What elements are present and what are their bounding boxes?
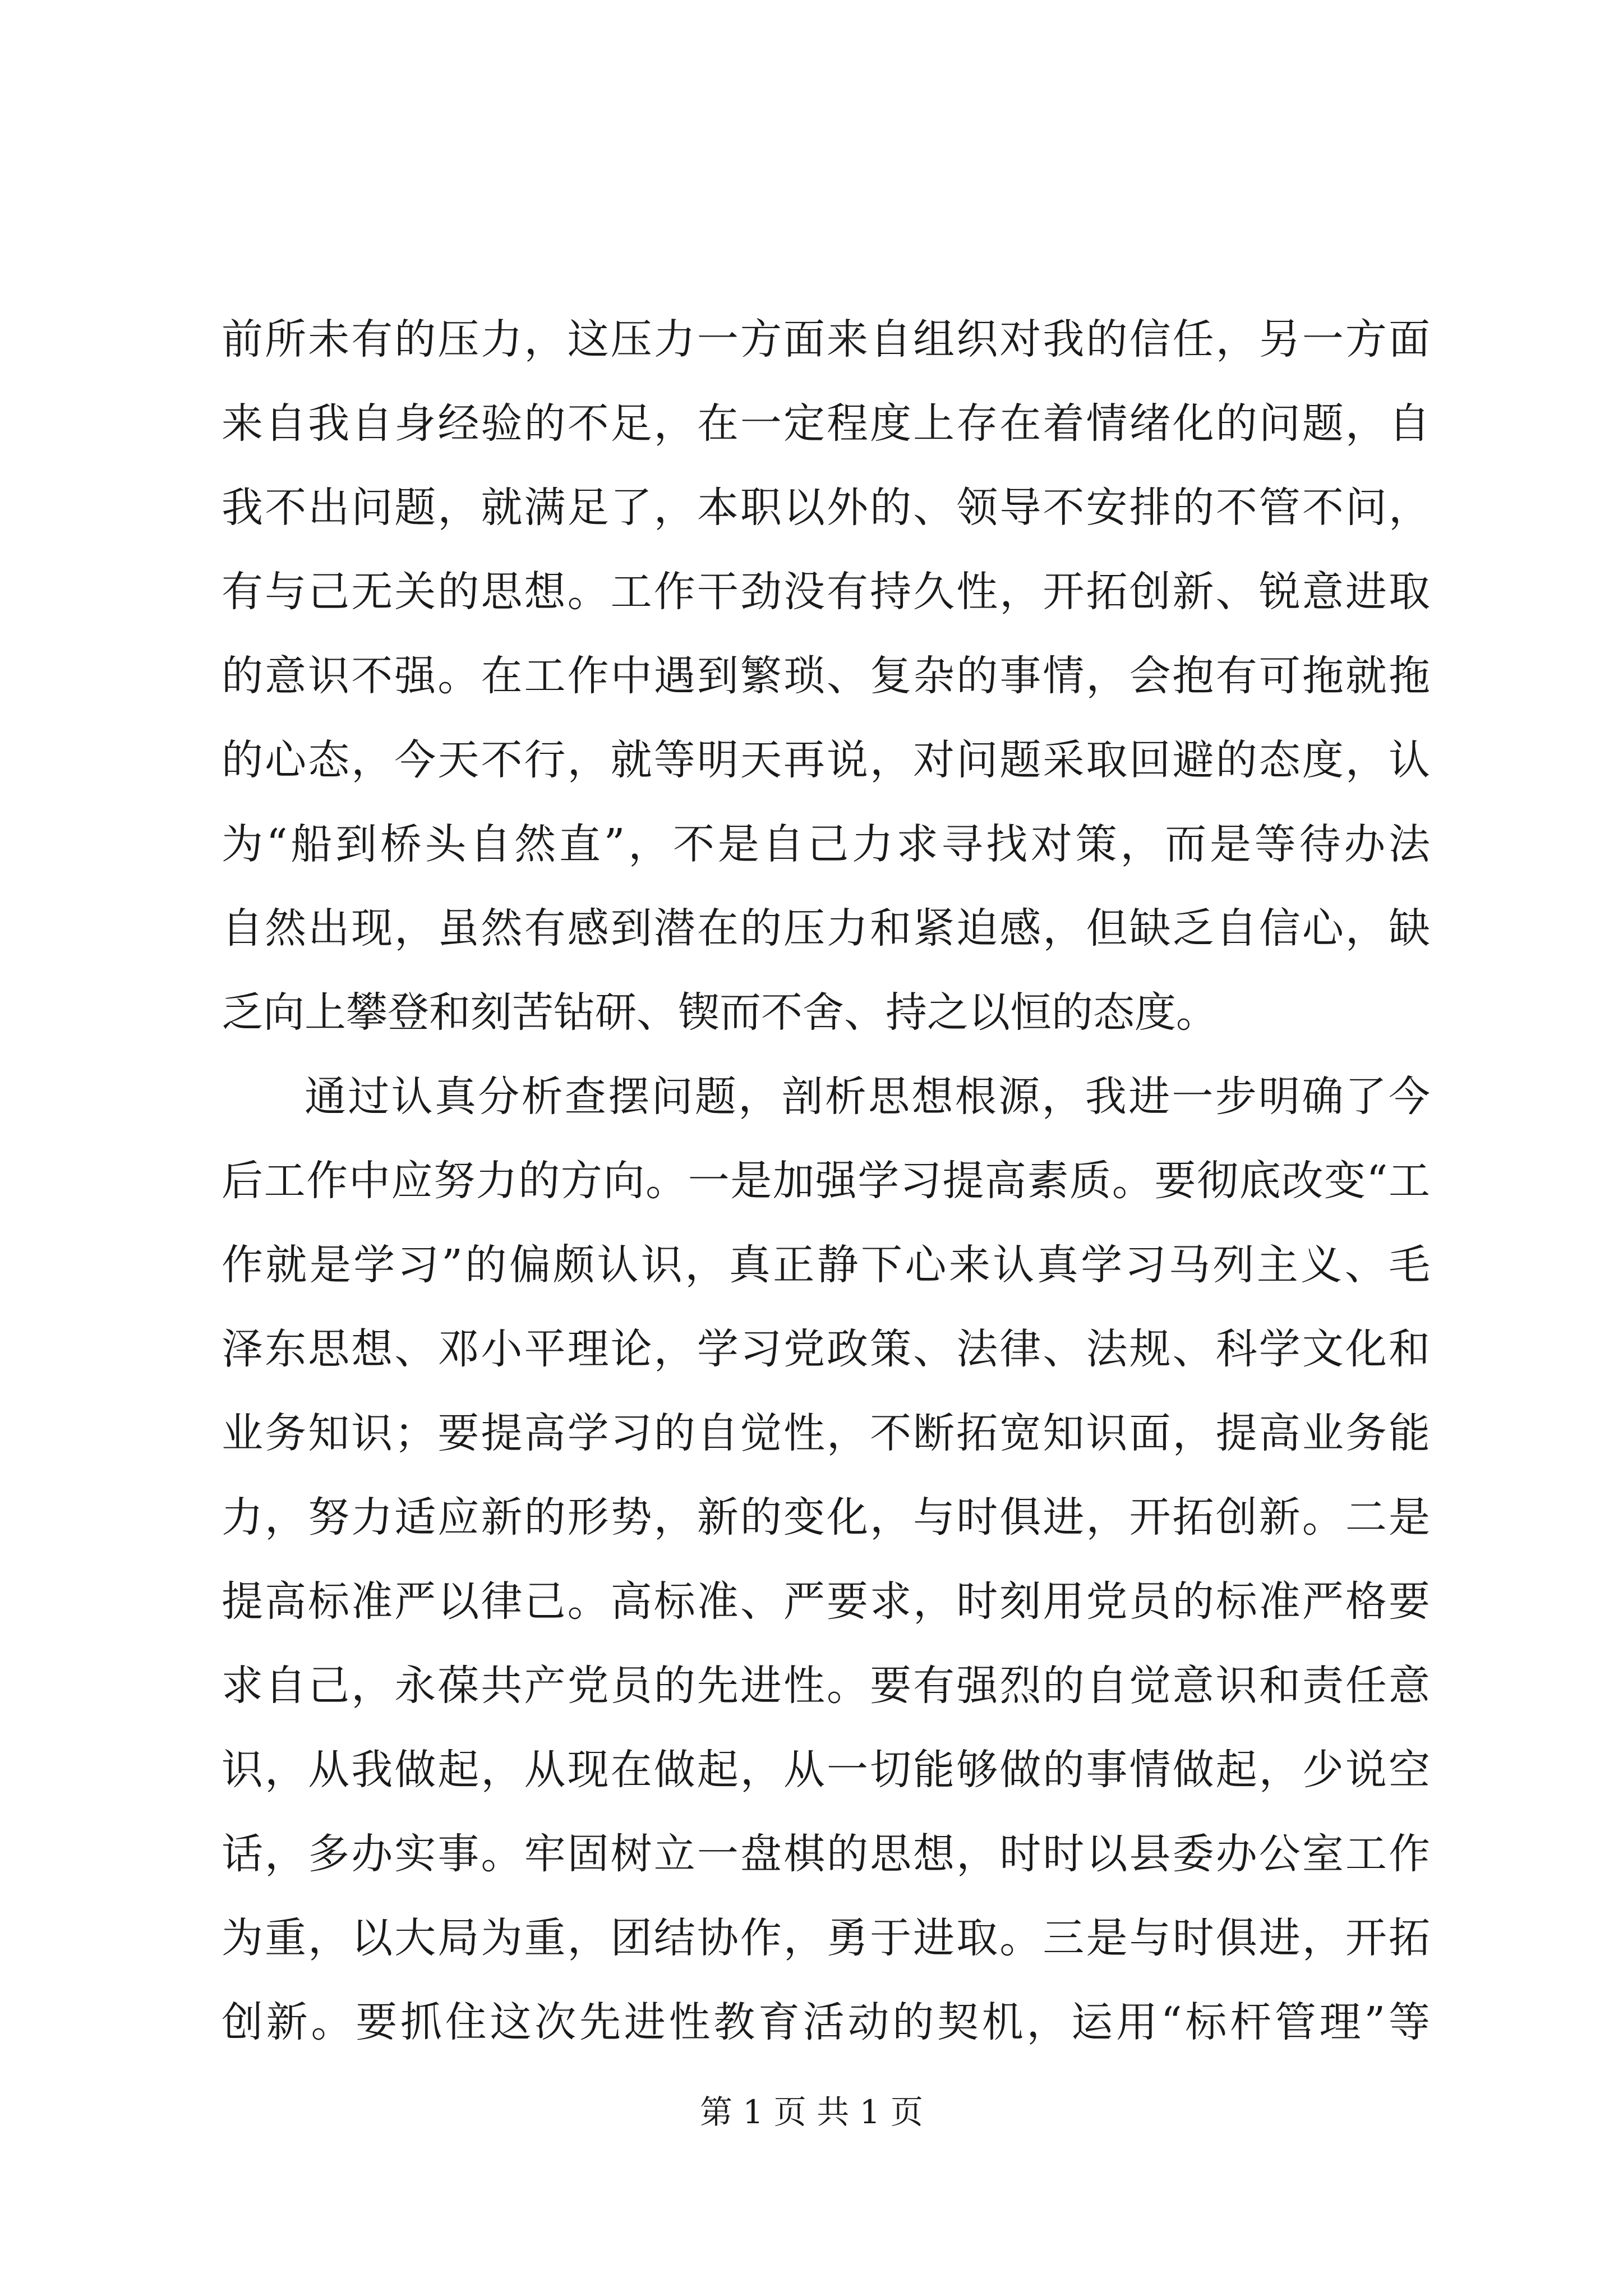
text-line: 通过认真分析查摆问题，剖析思想根源，我进一步明确了今 xyxy=(305,1073,1430,1121)
text-line: 话，多办实事。牢固树立一盘棋的思想，时时以县委办公室工作 xyxy=(222,1830,1430,1878)
text-line: 泽东思想、邓小平理论，学习党政策、法律、法规、科学文化和 xyxy=(222,1325,1430,1373)
text-line: 前所未有的压力，这压力一方面来自组织对我的信任，另一方面 xyxy=(222,315,1430,364)
text-line: 为重，以大局为重，团结协作，勇于进取。三是与时俱进，开拓 xyxy=(222,1914,1430,1962)
page-footer: 第 1 页 共 1 页 xyxy=(700,2093,923,2131)
text-line: 提高标准严以律己。高标准、严要求，时刻用党员的标准严格要 xyxy=(222,1577,1430,1626)
text-line: 的意识不强。在工作中遇到繁琐、复杂的事情，会抱有可拖就拖 xyxy=(222,652,1430,700)
text-line: 的心态，今天不行，就等明天再说，对问题采取回避的态度，认 xyxy=(222,736,1430,784)
text-line: 作就是学习”的偏颇认识，真正静下心来认真学习马列主义、毛 xyxy=(222,1241,1430,1289)
text-line: 来自我自身经验的不足，在一定程度上存在着情绪化的问题，自 xyxy=(222,399,1430,448)
text-line: 识，从我做起，从现在做起，从一切能够做的事情做起，少说空 xyxy=(222,1746,1430,1794)
text-line: 力，努力适应新的形势，新的变化，与时俱进，开拓创新。二是 xyxy=(222,1493,1430,1542)
text-line: 为“船到桥头自然直”，不是自己力求寻找对策，而是等待办法 xyxy=(222,820,1430,868)
text-line: 创新。要抓住这次先进性教育活动的契机，运用“标杆管理”等 xyxy=(222,1998,1430,2046)
text-line: 后工作中应努力的方向。一是加强学习提高素质。要彻底改变“工 xyxy=(222,1157,1430,1205)
text-line: 求自己，永葆共产党员的先进性。要有强烈的自觉意识和责任意 xyxy=(222,1662,1430,1710)
text-line: 有与己无关的思想。工作干劲没有持久性，开拓创新、锐意进取 xyxy=(222,568,1430,616)
text-line: 自然出现，虽然有感到潜在的压力和紧迫感，但缺乏自信心，缺 xyxy=(222,904,1430,953)
text-line: 我不出问题，就满足了，本职以外的、领导不安排的不管不问， xyxy=(222,484,1430,532)
body-text xyxy=(222,297,1430,2064)
text-line: 乏向上攀登和刻苦钻研、锲而不舍、持之以恒的态度。 xyxy=(222,988,1218,1037)
text-line: 业务知识；要提高学习的自觉性，不断拓宽知识面，提高业务能 xyxy=(222,1409,1430,1457)
